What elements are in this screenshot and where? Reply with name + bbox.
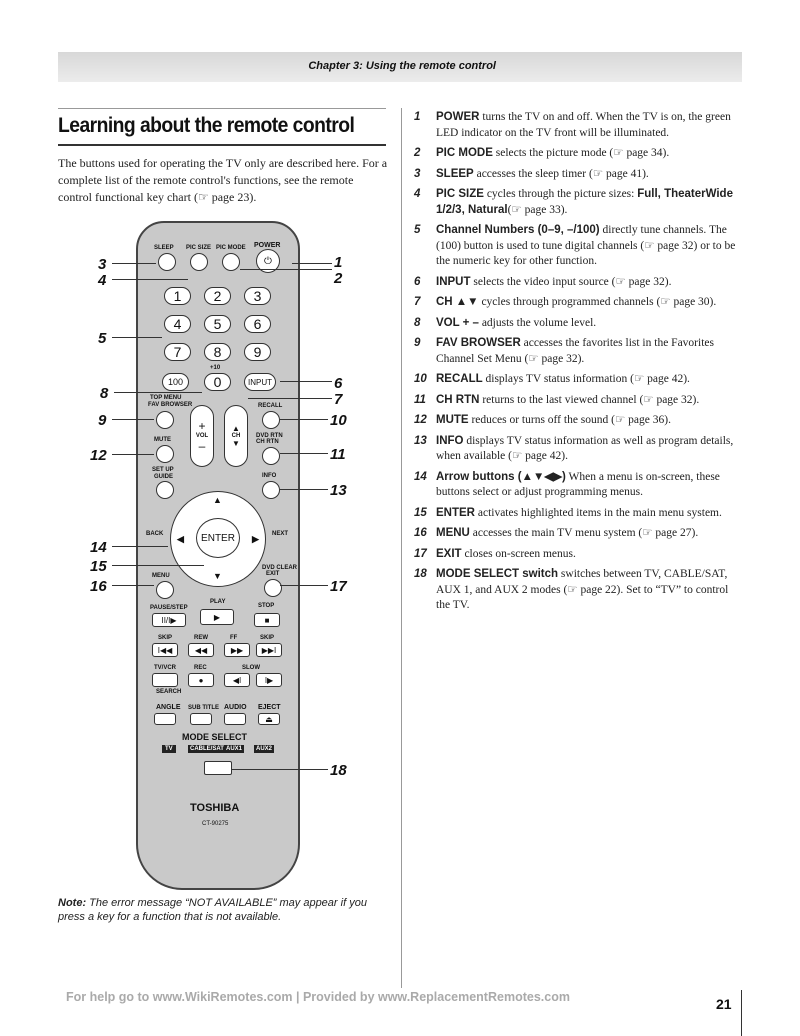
mode-select-switch xyxy=(204,761,232,775)
callout-line-18 xyxy=(232,769,328,770)
guide-button xyxy=(156,481,174,499)
label-menu: MENU xyxy=(152,573,170,579)
item-number: 17 xyxy=(414,547,427,560)
item-key: INPUT xyxy=(436,275,471,288)
item-text: directly tune channels. The (100) button is used to tune digital channels (☞ page 32) or to be the numeric key for other function. xyxy=(436,224,736,267)
item-number: 14 xyxy=(414,470,427,483)
item-tail: (☞ page 33). xyxy=(507,203,568,216)
callout-line-10 xyxy=(280,419,328,420)
arrow-left-icon: ◀ xyxy=(177,534,184,544)
list-item xyxy=(414,434,744,465)
label-set-up: SET UP xyxy=(152,467,174,473)
item-key: POWER xyxy=(436,111,480,123)
button-description-list xyxy=(414,110,744,619)
arrow-up-icon: ▲ xyxy=(213,495,222,505)
item-extra: Full, TheaterWide 1/2/3, Natural xyxy=(436,188,733,216)
mode-tv-label: TV xyxy=(162,745,176,753)
ch-label: CH xyxy=(231,433,241,439)
button-100: 100 xyxy=(162,373,189,391)
label-skip-fwd: SKIP xyxy=(260,635,275,641)
item-text: displays TV status information as well as program details, when available (☞ page 42). xyxy=(436,434,734,462)
arrow-right-icon: ▶ xyxy=(252,534,259,544)
label-sleep: SLEEP xyxy=(154,245,174,251)
item-key: CH RTN xyxy=(436,393,480,406)
item-key: Arrow buttons (▲▼◀▶) xyxy=(436,470,566,483)
vol-rocker xyxy=(190,405,214,467)
rew-button: ◀◀ xyxy=(188,643,214,657)
mute-button xyxy=(156,445,174,463)
footer-link-text: For help go to www.WikiRemotes.com | Provided by www.ReplacementRemotes.com xyxy=(66,990,570,1004)
label-slow: SLOW xyxy=(242,665,260,671)
item-text: returns to the last viewed channel (☞ page 32). xyxy=(479,393,700,406)
item-number: 1 xyxy=(414,111,421,123)
callout-line-9 xyxy=(112,419,154,420)
item-number: 3 xyxy=(414,167,421,180)
item-key: PIC MODE xyxy=(436,147,493,159)
item-number: 15 xyxy=(414,506,427,519)
callout-line-7 xyxy=(248,398,332,399)
note-label: Note: xyxy=(58,897,87,909)
model-number: CT-90275 xyxy=(202,821,229,827)
digit-button-4: 4 xyxy=(164,315,191,333)
callout-5: 5 xyxy=(98,330,107,347)
label-sub-title: SUB TITLE xyxy=(188,705,219,711)
callout-1: 1 xyxy=(334,254,343,271)
callout-10: 10 xyxy=(330,412,347,429)
callout-line-16 xyxy=(112,585,154,586)
callout-line-13 xyxy=(280,489,328,490)
label-info: INFO xyxy=(262,473,277,479)
mode-aux1-label: AUX1 xyxy=(226,746,243,752)
chapter-title: Chapter 3: Using the remote control xyxy=(308,60,496,72)
item-text: switches between TV, CABLE/SAT, AUX 1, and AUX 2 modes (☞ page 22). Set to “TV” to control the TV. xyxy=(436,568,729,611)
callout-9: 9 xyxy=(98,412,107,429)
item-text: cycles through programmed channels (☞ page 30). xyxy=(478,296,717,308)
power-button: ⏻ xyxy=(256,249,280,273)
callout-line-12 xyxy=(112,454,154,455)
label-fav-browser: FAV BROWSER xyxy=(148,402,193,408)
callout-12: 12 xyxy=(90,447,107,464)
pic-mode-button xyxy=(222,253,240,271)
play-button: ▶ xyxy=(200,609,234,625)
ch-up-icon: ▲ xyxy=(232,424,240,433)
digit-button-1: 1 xyxy=(164,287,191,305)
menu-button xyxy=(156,581,174,599)
label-mode-select: MODE SELECT xyxy=(182,732,248,742)
info-button xyxy=(262,481,280,499)
list-item xyxy=(414,110,744,141)
chapter-banner xyxy=(58,52,742,82)
list-item xyxy=(414,295,744,311)
tv-vcr-button xyxy=(152,673,178,687)
list-item xyxy=(414,372,744,388)
ch-rtn-button xyxy=(262,447,280,465)
callout-18: 18 xyxy=(330,762,347,779)
callout-line-11 xyxy=(280,453,328,454)
label-plus10: +10 xyxy=(210,365,221,371)
angle-button xyxy=(154,713,176,725)
enter-button: ENTER xyxy=(196,518,240,558)
item-text: accesses the favorites list in the Favorites Channel Set Menu (☞ page 32). xyxy=(436,337,714,365)
label-angle: ANGLE xyxy=(156,704,181,711)
item-text: accesses the sleep timer (☞ page 41). xyxy=(473,167,649,180)
item-number: 8 xyxy=(414,316,421,329)
item-text: activates highlighted items in the main menu system. xyxy=(474,506,722,519)
label-tv-vcr: TV/VCR xyxy=(154,665,177,671)
callout-13: 13 xyxy=(330,482,347,499)
callout-line-15 xyxy=(112,565,204,566)
digit-button-7: 7 xyxy=(164,343,191,361)
item-number: 11 xyxy=(414,393,426,406)
callout-line-1 xyxy=(292,263,332,264)
item-text: displays TV status information (☞ page 42). xyxy=(482,373,690,385)
list-item xyxy=(414,275,744,291)
exit-button xyxy=(264,579,282,597)
label-eject: EJECT xyxy=(258,704,281,711)
digit-button-8: 8 xyxy=(204,343,231,361)
vol-plus-label: + xyxy=(198,419,206,433)
callout-line-8 xyxy=(114,392,202,393)
vol-minus-label: – xyxy=(198,439,206,453)
callout-6: 6 xyxy=(334,375,343,392)
callout-11: 11 xyxy=(330,446,346,463)
list-item xyxy=(414,223,744,270)
list-item xyxy=(414,167,744,183)
label-pic-size: PIC SIZE xyxy=(186,245,212,251)
list-item xyxy=(414,316,744,332)
slow-fwd-button: I▶ xyxy=(256,673,282,687)
ch-down-icon: ▼ xyxy=(232,439,240,448)
label-mute: MUTE xyxy=(154,437,171,443)
item-key: Channel Numbers (0–9, –/100) xyxy=(436,224,600,236)
label-next: NEXT xyxy=(272,531,289,537)
item-number: 18 xyxy=(414,568,427,580)
list-item xyxy=(414,567,744,614)
heading-rule-bottom xyxy=(58,144,386,146)
sleep-button xyxy=(158,253,176,271)
pic-size-button xyxy=(190,253,208,271)
item-key: EXIT xyxy=(436,547,462,560)
item-number: 2 xyxy=(414,147,421,159)
ff-button: ▶▶ xyxy=(224,643,250,657)
label-skip: SKIP xyxy=(158,635,173,641)
callout-line-6 xyxy=(280,381,332,382)
label-ff: FF xyxy=(230,635,238,641)
arrow-down-icon: ▼ xyxy=(213,571,222,581)
digit-button-6: 6 xyxy=(244,315,271,333)
callout-4: 4 xyxy=(98,272,107,289)
item-text: selects the video input source (☞ page 32). xyxy=(470,275,672,288)
list-item xyxy=(414,393,744,409)
callout-line-14 xyxy=(112,546,168,547)
label-pic-mode: PIC MODE xyxy=(216,245,246,251)
item-number: 7 xyxy=(414,296,421,308)
callout-3: 3 xyxy=(98,256,107,273)
list-item xyxy=(414,413,744,429)
section-title: Learning about the remote control xyxy=(58,114,355,137)
label-guide: GUIDE xyxy=(154,474,174,480)
item-number: 10 xyxy=(414,373,427,385)
callout-line-17 xyxy=(280,585,328,586)
item-text: accesses the main TV menu system (☞ page 27). xyxy=(469,527,699,539)
item-text: selects the picture mode (☞ page 34). xyxy=(492,147,670,159)
callout-15: 15 xyxy=(90,558,107,575)
callout-line-3 xyxy=(112,263,156,264)
column-divider xyxy=(401,108,402,988)
fav-browser-button xyxy=(156,411,174,429)
item-key: FAV BROWSER xyxy=(436,337,521,349)
callout-line-5 xyxy=(112,337,162,338)
note-text: The error message “NOT AVAILABLE” may appear if you press a key for a function that is not available. xyxy=(58,897,367,923)
item-key: MODE SELECT switch xyxy=(436,568,559,580)
label-rew: REW xyxy=(194,635,208,641)
list-item xyxy=(414,470,744,501)
item-number: 6 xyxy=(414,275,421,288)
item-text: closes on-screen menus. xyxy=(461,547,576,560)
item-text: turns the TV on and off. When the TV is on, the green LED indicator on the TV front will be illuminated. xyxy=(436,111,731,139)
page-number-rule xyxy=(741,990,742,1036)
item-key: PIC SIZE xyxy=(436,188,484,200)
eject-button: ⏏ xyxy=(258,713,280,725)
label-top-menu: TOP MENU xyxy=(150,395,182,401)
label-dvd-rtn: DVD RTN xyxy=(256,433,283,439)
heading-rule-top xyxy=(58,108,386,109)
callout-2: 2 xyxy=(334,270,343,287)
label-play: PLAY xyxy=(210,599,226,605)
label-rec: REC xyxy=(194,665,207,671)
list-item xyxy=(414,526,744,542)
label-power: POWER xyxy=(254,242,281,249)
stop-button: ■ xyxy=(254,613,280,627)
callout-17: 17 xyxy=(330,578,347,595)
page-number: 21 xyxy=(716,996,732,1012)
label-back: BACK xyxy=(146,531,164,537)
recall-button xyxy=(262,411,280,429)
label-stop: STOP xyxy=(258,603,275,609)
item-number: 13 xyxy=(414,434,427,447)
item-key: MENU xyxy=(436,527,470,539)
callout-16: 16 xyxy=(90,578,107,595)
callout-line-2 xyxy=(240,269,332,270)
label-search: SEARCH xyxy=(156,689,182,695)
item-number: 5 xyxy=(414,224,421,236)
digit-button-9: 9 xyxy=(244,343,271,361)
list-item xyxy=(414,146,744,162)
item-text: cycles through the picture sizes: xyxy=(483,188,638,200)
ch-rocker xyxy=(224,405,248,467)
label-exit: EXIT xyxy=(266,571,280,577)
list-item xyxy=(414,547,744,563)
item-key: ENTER xyxy=(436,506,475,519)
label-ch-rtn: CH RTN xyxy=(256,439,279,445)
rec-button: ● xyxy=(188,673,214,687)
skip-fwd-button: ▶▶I xyxy=(256,643,282,657)
item-number: 16 xyxy=(414,527,427,539)
pause-step-button: II/I▶ xyxy=(152,613,186,627)
label-audio: AUDIO xyxy=(224,704,247,711)
sub-title-button xyxy=(190,713,212,725)
callout-line-4 xyxy=(112,279,188,280)
item-key: MUTE xyxy=(436,414,469,426)
label-dvd-clear: DVD CLEAR xyxy=(262,565,298,571)
label-pause-step: PAUSE/STEP xyxy=(150,605,188,611)
digit-button-3: 3 xyxy=(244,287,271,305)
audio-button xyxy=(224,713,246,725)
list-item xyxy=(414,506,744,522)
digit-button-0: 0 xyxy=(204,373,231,391)
digit-button-5: 5 xyxy=(204,315,231,333)
slow-back-button: ◀I xyxy=(224,673,250,687)
digit-button-2: 2 xyxy=(204,287,231,305)
item-key: CH ▲▼ xyxy=(436,296,479,308)
item-key: SLEEP xyxy=(436,167,474,180)
item-key: RECALL xyxy=(436,373,483,385)
item-text: reduces or turns off the sound (☞ page 36). xyxy=(468,414,671,426)
item-number: 4 xyxy=(414,188,421,200)
mode-cable-label: CABLE/SAT xyxy=(190,746,224,752)
label-recall: RECALL xyxy=(258,403,283,409)
item-key: VOL + – xyxy=(436,316,479,329)
list-item xyxy=(414,336,744,367)
input-button: INPUT xyxy=(244,373,276,391)
remote-illustration xyxy=(136,221,300,890)
item-text: adjusts the volume level. xyxy=(478,316,597,329)
mode-aux2-label: AUX2 xyxy=(256,746,273,752)
intro-paragraph: The buttons used for operating the TV only are described here. For a complete list of the remote control's functions, see the remote control functional key chart (☞ page 23). xyxy=(58,156,388,204)
item-text: When a menu is on-screen, these buttons select or adjust programming menus. xyxy=(436,470,720,498)
item-key: INFO xyxy=(436,434,464,447)
callout-8: 8 xyxy=(100,385,109,402)
callout-7: 7 xyxy=(334,391,343,408)
callout-14: 14 xyxy=(90,539,107,556)
brand-logo: TOSHIBA xyxy=(190,802,240,814)
note xyxy=(58,896,388,924)
skip-back-button: I◀◀ xyxy=(152,643,178,657)
vol-label: VOL xyxy=(195,433,209,439)
list-item xyxy=(414,187,744,218)
item-number: 9 xyxy=(414,337,421,349)
item-number: 12 xyxy=(414,414,427,426)
